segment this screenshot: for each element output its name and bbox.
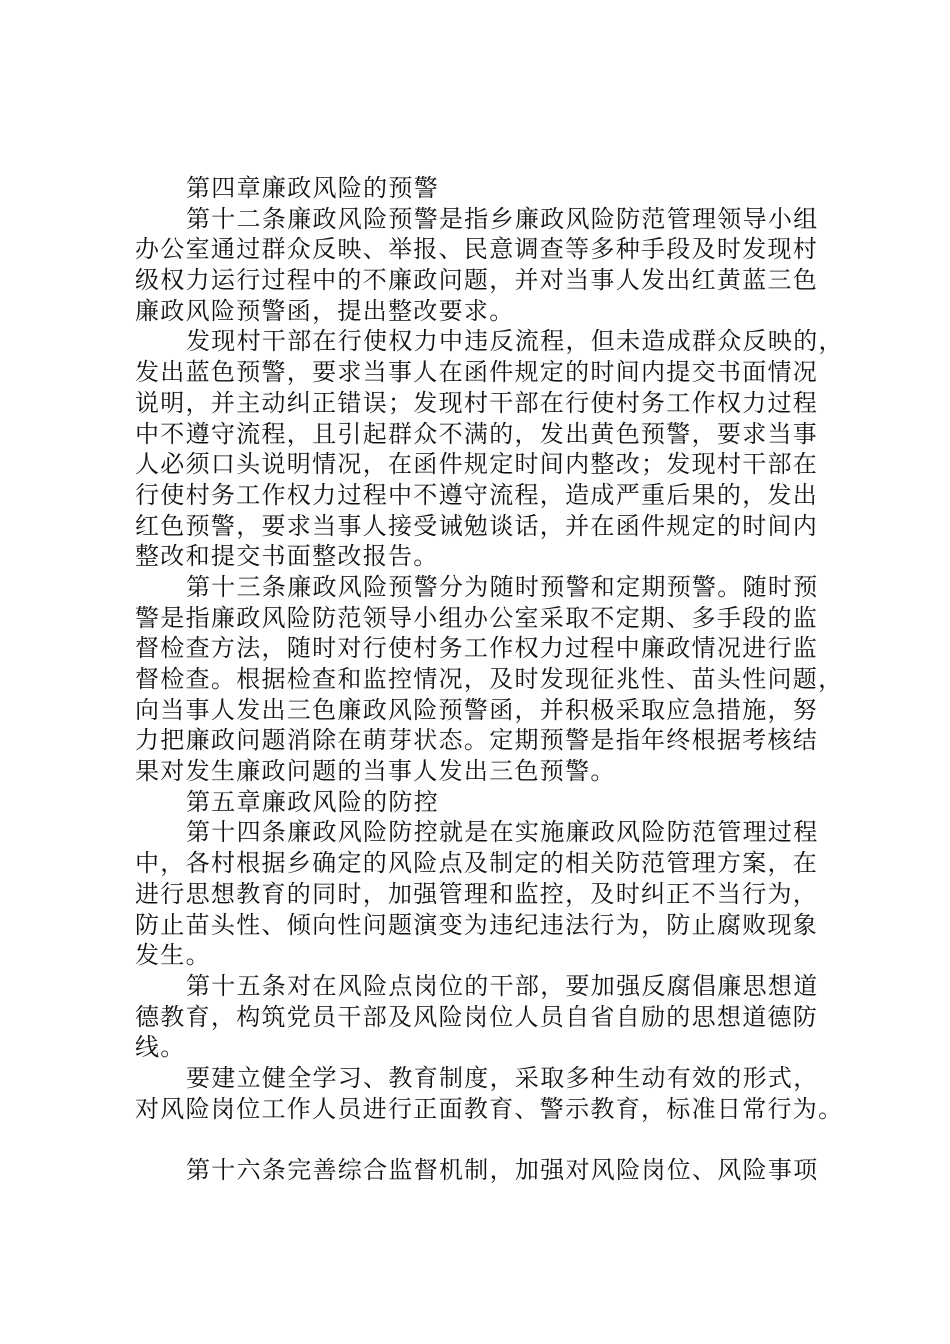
document-page — [135, 173, 844, 1186]
text-line: 办公室通过群众反映、举报、民意调查等多种手段及时发现村 — [135, 235, 819, 264]
text-line: 力把廉政问题消除在萌芽状态。定期预警是指年终根据考核结 — [135, 726, 819, 755]
text-line: 第十三条廉政风险预警分为随时预警和定期预警。随时预 — [186, 572, 819, 601]
text-line: 向当事人发出三色廉政风险预警函，并积极采取应急措施，努 — [135, 695, 819, 724]
text-line: 线。 — [135, 1033, 186, 1062]
text-line: 对风险岗位工作人员进行正面教育、警示教育，标准日常行为。 — [135, 1094, 844, 1123]
text-line: 第五章廉政风险的防控 — [186, 787, 439, 816]
text-line: 说明，并主动纠正错误；发现村干部在行使村务工作权力过程 — [135, 388, 819, 417]
text-line: 要建立健全学习、教育制度，采取多种生动有效的形式， — [186, 1063, 819, 1092]
text-line: 第四章廉政风险的预警 — [186, 174, 439, 202]
text-line: 级权力运行过程中的不廉政问题，并对当事人发出红黄蓝三色 — [135, 266, 819, 295]
text-line: 第十六条完善综合监督机制，加强对风险岗位、风险事项 — [186, 1156, 819, 1184]
text-line: 人必须口头说明情况，在函件规定时间内整改；发现村干部在 — [135, 450, 819, 479]
text-line: 中，各村根据乡确定的风险点及制定的相关防范管理方案，在 — [135, 849, 819, 878]
text-line: 中不遵守流程，且引起群众不满的，发出黄色预警，要求当事 — [135, 419, 819, 448]
text-line: 德教育，构筑党员干部及风险岗位人员自省自励的思想道德防 — [135, 1002, 819, 1031]
text-line: 整改和提交书面整改报告。 — [135, 542, 439, 571]
text-line: 警是指廉政风险防范领导小组办公室采取不定期、多手段的监 — [135, 603, 819, 632]
text-line: 果对发生廉政问题的当事人发出三色预警。 — [135, 757, 616, 786]
text-line: 发现村干部在行使权力中违反流程，但未造成群众反映的， — [186, 327, 844, 356]
text-line: 第十二条廉政风险预警是指乡廉政风险防范管理领导小组 — [186, 204, 819, 233]
blank-line — [135, 1124, 835, 1155]
text-line: 廉政风险预警函，提出整改要求。 — [135, 296, 515, 325]
text-line: 防止苗头性、倾向性问题演变为违纪违法行为，防止腐败现象 — [135, 910, 819, 939]
text-line: 进行思想教育的同时，加强管理和监控，及时纠正不当行为， — [135, 879, 819, 908]
text-line: 发出蓝色预警，要求当事人在函件规定的时间内提交书面情况 — [135, 358, 819, 387]
text-line: 第十四条廉政风险防控就是在实施廉政风险防范管理过程 — [186, 818, 819, 847]
text-line: 行使村务工作权力过程中不遵守流程，造成严重后果的，发出 — [135, 480, 819, 509]
text-line: 督检查方法，随时对行使村务工作权力过程中廉政情况进行监 — [135, 634, 819, 663]
text-line: 红色预警，要求当事人接受诫勉谈话，并在函件规定的时间内 — [135, 511, 819, 540]
text-line: 发生。 — [135, 941, 211, 970]
text-line: 第十五条对在风险点岗位的干部，要加强反腐倡廉思想道 — [186, 971, 819, 1000]
text-line: 督检查。根据检查和监控情况，及时发现征兆性、苗头性问题， — [135, 665, 844, 693]
